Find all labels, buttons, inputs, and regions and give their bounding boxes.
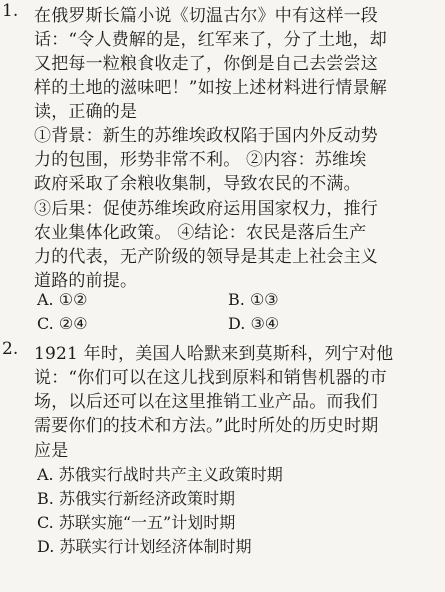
option-a[interactable] <box>37 290 87 309</box>
question-number: 2. <box>2 339 19 359</box>
question-text-line: 力的代表，无产阶级的领导是其走上社会主义 <box>34 247 378 267</box>
option-a[interactable] <box>37 462 283 485</box>
option-text: 苏联实施“一五”计划时期 <box>58 513 236 532</box>
question-text-line: 应是 <box>34 441 69 461</box>
option-text: 苏俄实行战时共产主义政策时期 <box>58 465 283 484</box>
option-d[interactable] <box>37 534 251 557</box>
option-text: ①② <box>58 290 88 309</box>
option-text: ①③ <box>249 290 279 309</box>
option-letter: B. <box>228 290 245 309</box>
question-text-line: 农业集体化政策。 ④结论：农民是落后生产 <box>34 223 367 243</box>
question-text-line: 场，以后还可以在这里推销工业产品。而我们 <box>34 392 378 412</box>
question-text-line: 道路的前提。 <box>34 271 138 291</box>
option-c[interactable] <box>37 510 235 533</box>
option-letter: D. <box>228 314 246 333</box>
option-c[interactable] <box>37 314 88 333</box>
option-letter: B. <box>37 489 54 508</box>
option-letter: A. <box>37 290 54 309</box>
question-text-line: ③后果：促使苏维埃政府运用国家权力，推行 <box>34 199 378 219</box>
question-text-line: 在俄罗斯长篇小说《切温古尔》中有这样一段 <box>34 6 378 26</box>
question-text-line: 需要你们的技术和方法。”此时所处的历史时期 <box>34 416 379 436</box>
option-b[interactable] <box>228 290 279 309</box>
option-d[interactable] <box>228 314 279 333</box>
question-number: 1. <box>2 1 19 21</box>
option-letter: D. <box>37 537 55 556</box>
question-text-line: 1921 年时，美国人哈默来到莫斯科，列宁对他 <box>34 344 394 364</box>
option-letter: C. <box>37 513 54 532</box>
option-text: ②④ <box>58 314 88 333</box>
question-text-line: 力的包围，形势非常不利。 ②内容：苏维埃 <box>34 150 367 170</box>
option-text: 苏俄实行新经济政策时期 <box>58 489 235 508</box>
question-text-line: 读，正确的是 <box>34 102 138 122</box>
question-text-line: ①背景：新生的苏维埃政权陷于国内外反动势 <box>34 126 378 146</box>
question-text-line: 政府采取了余粮收集制，导致农民的不满。 <box>34 174 361 194</box>
question-text-line: 又把每一粒粮食收走了，你倒是自己去尝尝这 <box>34 54 378 74</box>
question-text-line: 样的土地的滋味吧！”如按上述材料进行情景解 <box>34 78 387 98</box>
option-letter: C. <box>37 314 54 333</box>
option-b[interactable] <box>37 486 235 509</box>
question-text-line: 说：“你们可以在这儿找到原料和销售机器的市 <box>34 368 387 388</box>
option-text: ③④ <box>250 314 280 333</box>
option-text: 苏联实行计划经济体制时期 <box>59 537 252 556</box>
question-text-line: 话：“令人费解的是，红军来了，分了土地，却 <box>34 30 387 50</box>
option-letter: A. <box>37 465 54 484</box>
